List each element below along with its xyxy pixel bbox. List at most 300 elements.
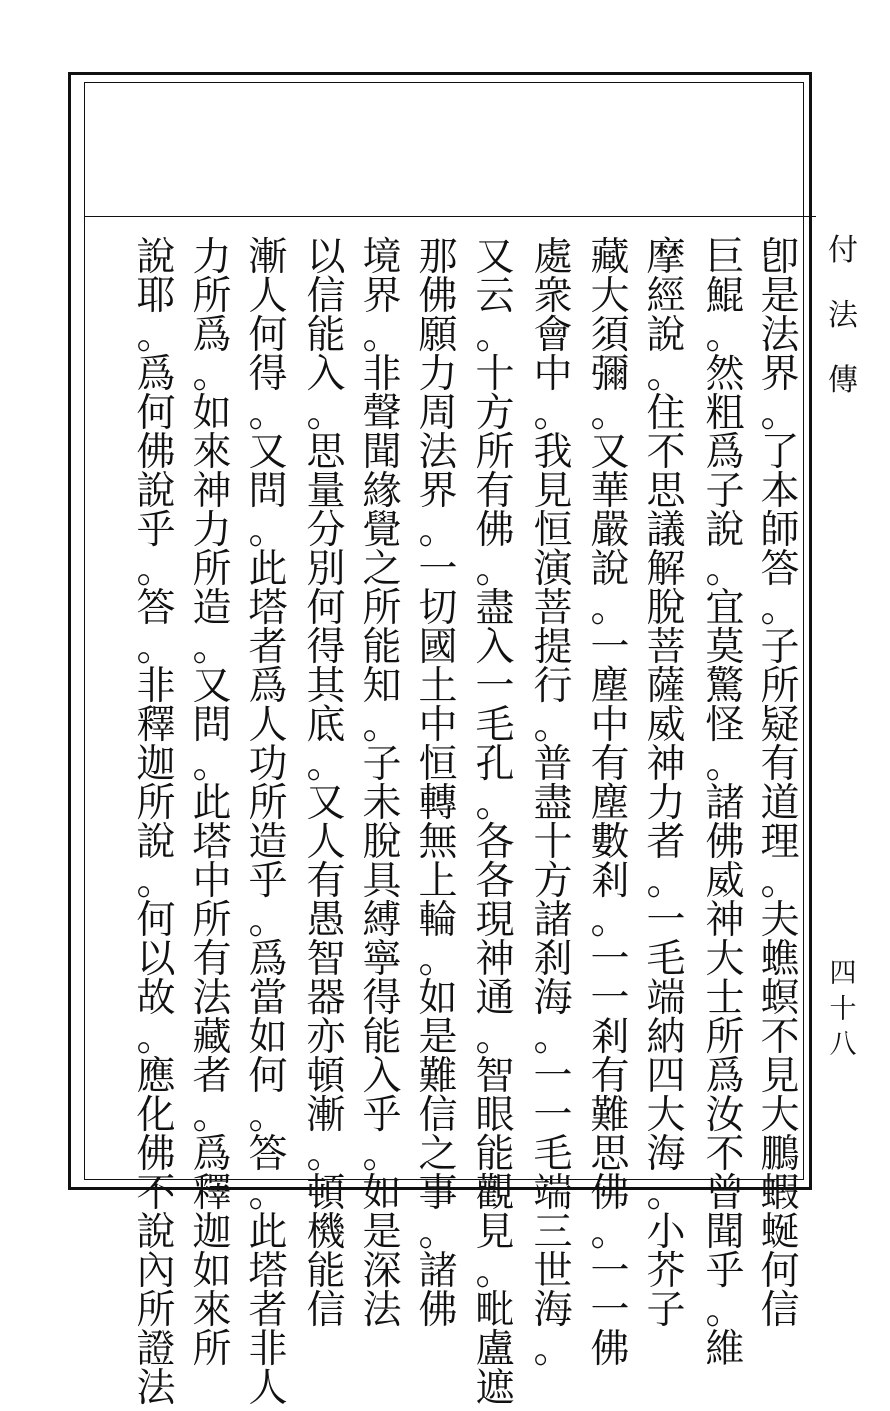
glyph: 漸 <box>248 235 288 280</box>
glyph: 一 <box>590 1288 630 1333</box>
glyph: 。 <box>418 937 458 982</box>
glyph: 所 <box>760 664 800 709</box>
glyph: 塔 <box>248 1249 288 1294</box>
glyph: 器 <box>306 976 346 1021</box>
glyph: 爲 <box>248 664 288 709</box>
glyph: 說 <box>136 1210 176 1255</box>
glyph: 知 <box>362 664 402 709</box>
glyph: 海 <box>533 976 573 1021</box>
glyph: 華 <box>590 469 630 514</box>
glyph: 佛 <box>418 274 458 319</box>
glyph: 別 <box>306 547 346 592</box>
glyph: 一 <box>590 976 630 1021</box>
glyph: 毛 <box>475 703 515 748</box>
glyph: 者 <box>248 1288 288 1333</box>
glyph: 盧 <box>475 1327 515 1372</box>
glyph: 爲 <box>248 937 288 982</box>
glyph: 各 <box>475 859 515 904</box>
glyph: 。 <box>475 1249 515 1294</box>
glyph: 者 <box>646 820 686 865</box>
glyph: 。 <box>192 742 232 787</box>
glyph: 爲 <box>705 430 745 475</box>
glyph: 大 <box>646 1093 686 1138</box>
glyph: 諸 <box>418 1249 458 1294</box>
glyph: 。 <box>475 547 515 592</box>
glyph: 中 <box>418 703 458 748</box>
glyph: 力 <box>192 508 232 553</box>
glyph: 。 <box>306 391 346 436</box>
glyph: 子 <box>362 742 402 787</box>
glyph: 轉 <box>418 781 458 826</box>
glyph: 又 <box>248 430 288 475</box>
glyph: 海 <box>533 1288 573 1333</box>
glyph: 力 <box>646 781 686 826</box>
glyph: 如 <box>362 1171 402 1216</box>
glyph: 緣 <box>362 469 402 514</box>
glyph: 具 <box>362 859 402 904</box>
glyph: 佛 <box>590 1327 630 1372</box>
glyph: 。 <box>136 313 176 358</box>
glyph: 入 <box>475 625 515 670</box>
glyph: 處 <box>533 235 573 280</box>
glyph: 願 <box>418 313 458 358</box>
glyph: 如 <box>192 391 232 436</box>
glyph: 佛 <box>136 430 176 475</box>
glyph: 界 <box>362 274 402 319</box>
glyph: 。 <box>533 1015 573 1060</box>
running-title <box>818 233 868 398</box>
glyph: 眼 <box>475 1093 515 1138</box>
glyph: 界 <box>760 352 800 397</box>
glyph: 如 <box>418 976 458 1021</box>
glyph: 菩 <box>533 586 573 631</box>
glyph: 迦 <box>136 742 176 787</box>
glyph: 端 <box>533 1171 573 1216</box>
glyph: 故 <box>136 976 176 1021</box>
glyph: 人 <box>248 703 288 748</box>
glyph: 法 <box>418 430 458 475</box>
glyph: 然 <box>705 352 745 397</box>
glyph: 能 <box>362 1015 402 1060</box>
glyph: 智 <box>475 1054 515 1099</box>
glyph: 一 <box>533 1093 573 1138</box>
glyph: 通 <box>475 976 515 1021</box>
glyph: 能 <box>306 1249 346 1294</box>
glyph: 解 <box>646 547 686 592</box>
glyph: 不 <box>760 1015 800 1060</box>
glyph: 事 <box>418 1171 458 1216</box>
glyph: 盡 <box>533 781 573 826</box>
glyph: 大 <box>590 274 630 319</box>
glyph: 。 <box>248 508 288 553</box>
glyph: 功 <box>248 742 288 787</box>
glyph: 。 <box>192 352 232 397</box>
glyph: 說 <box>136 235 176 280</box>
glyph: 何 <box>306 586 346 631</box>
glyph: 行 <box>533 664 573 709</box>
glyph: 中 <box>590 703 630 748</box>
glyph: 法 <box>828 298 858 333</box>
glyph: 造 <box>248 820 288 865</box>
glyph: 法 <box>192 976 232 1021</box>
glyph: 那 <box>418 235 458 280</box>
glyph: 思 <box>590 1132 630 1177</box>
glyph: 何 <box>136 391 176 436</box>
glyph: 爲 <box>192 1132 232 1177</box>
glyph: 。 <box>475 1015 515 1060</box>
glyph: 得 <box>248 352 288 397</box>
glyph: 是 <box>418 1015 458 1060</box>
glyph: 毛 <box>533 1132 573 1177</box>
glyph: 答 <box>760 547 800 592</box>
glyph: 子 <box>705 469 745 514</box>
glyph: 方 <box>533 859 573 904</box>
glyph: 子 <box>760 625 800 670</box>
glyph: 不 <box>646 430 686 475</box>
glyph: 塔 <box>248 586 288 631</box>
glyph: 非 <box>362 352 402 397</box>
glyph: 證 <box>136 1327 176 1372</box>
glyph: 神 <box>192 469 232 514</box>
glyph: 所 <box>136 1288 176 1333</box>
glyph: 信 <box>418 1093 458 1138</box>
glyph: 所 <box>362 586 402 631</box>
glyph: 以 <box>306 235 346 280</box>
glyph: 十 <box>475 352 515 397</box>
glyph: 。 <box>533 1327 573 1372</box>
glyph: 者 <box>192 1054 232 1099</box>
glyph: 有 <box>590 1054 630 1099</box>
glyph: 。 <box>646 352 686 397</box>
glyph: 菩 <box>646 625 686 670</box>
glyph: 小 <box>646 1210 686 1255</box>
glyph: 釋 <box>136 703 176 748</box>
glyph: 。 <box>705 313 745 358</box>
glyph: 此 <box>248 547 288 592</box>
glyph: 一 <box>590 937 630 982</box>
glyph: 方 <box>475 391 515 436</box>
glyph: 子 <box>646 1288 686 1333</box>
text-column-9 <box>303 235 349 1333</box>
glyph: 釋 <box>192 1171 232 1216</box>
glyph: 佛 <box>418 1288 458 1333</box>
glyph: 。 <box>248 391 288 436</box>
glyph: 衆 <box>533 274 573 319</box>
glyph: 宜 <box>705 586 745 631</box>
glyph: 師 <box>760 508 800 553</box>
glyph: 威 <box>705 859 745 904</box>
glyph: 說 <box>646 313 686 358</box>
glyph: 應 <box>136 1054 176 1099</box>
glyph: 。 <box>646 859 686 904</box>
glyph: 藏 <box>590 235 630 280</box>
glyph: 八 <box>829 1029 857 1060</box>
glyph: 佛 <box>475 508 515 553</box>
glyph: 內 <box>136 1249 176 1294</box>
glyph: 所 <box>248 781 288 826</box>
glyph: 問 <box>192 703 232 748</box>
glyph: 巨 <box>705 235 745 280</box>
glyph: 付 <box>828 233 858 268</box>
glyph: 蟭 <box>760 937 800 982</box>
glyph: 。 <box>760 391 800 436</box>
glyph: 界 <box>418 469 458 514</box>
glyph: 一 <box>646 898 686 943</box>
glyph: 普 <box>533 742 573 787</box>
glyph: 云 <box>475 274 515 319</box>
glyph: 。 <box>705 547 745 592</box>
glyph: 。 <box>646 1171 686 1216</box>
glyph: 頓 <box>306 1054 346 1099</box>
glyph: 此 <box>248 1210 288 1255</box>
glyph: 海 <box>646 1132 686 1177</box>
text-column-8 <box>359 235 405 1333</box>
glyph: 一 <box>475 664 515 709</box>
glyph: 了 <box>760 430 800 475</box>
glyph: 是 <box>362 1210 402 1255</box>
glyph: 佛 <box>590 1171 630 1216</box>
glyph: 剎 <box>590 1015 630 1060</box>
glyph: 非 <box>136 664 176 709</box>
glyph: 何 <box>248 1054 288 1099</box>
glyph: 諸 <box>533 898 573 943</box>
glyph: 道 <box>760 781 800 826</box>
glyph: 人 <box>248 274 288 319</box>
glyph: 土 <box>418 664 458 709</box>
glyph: 鯤 <box>705 274 745 319</box>
glyph: 法 <box>362 1288 402 1333</box>
text-column-7 <box>415 235 461 1333</box>
glyph: 。 <box>705 742 745 787</box>
glyph: 有 <box>475 469 515 514</box>
glyph: 覺 <box>362 508 402 553</box>
glyph: 聞 <box>362 430 402 475</box>
glyph: 說 <box>590 547 630 592</box>
glyph: 不 <box>136 1171 176 1216</box>
glyph: 佛 <box>136 1132 176 1177</box>
glyph: 乎 <box>136 508 176 553</box>
glyph: 所 <box>136 781 176 826</box>
glyph: 。 <box>192 1093 232 1138</box>
glyph: 愚 <box>306 898 346 943</box>
glyph: 怪 <box>705 703 745 748</box>
glyph: 盡 <box>475 586 515 631</box>
glyph: 汝 <box>705 1093 745 1138</box>
glyph: 國 <box>418 625 458 670</box>
glyph: 何 <box>760 1249 800 1294</box>
glyph: 以 <box>136 937 176 982</box>
glyph: 佛 <box>705 820 745 865</box>
glyph: 彌 <box>590 352 630 397</box>
glyph: 。 <box>475 313 515 358</box>
text-column-6 <box>472 235 518 1411</box>
glyph: 。 <box>248 1093 288 1138</box>
text-column-11 <box>189 235 235 1372</box>
glyph: 迦 <box>192 1210 232 1255</box>
glyph: 聲 <box>362 391 402 436</box>
glyph: 何 <box>136 898 176 943</box>
glyph: 深 <box>362 1249 402 1294</box>
glyph: 一 <box>533 1054 573 1099</box>
glyph: 夫 <box>760 898 800 943</box>
glyph: 分 <box>306 508 346 553</box>
glyph: 說 <box>136 469 176 514</box>
glyph: 。 <box>760 859 800 904</box>
text-column-3 <box>643 235 689 1333</box>
glyph: 提 <box>533 625 573 670</box>
glyph: 爲 <box>136 352 176 397</box>
text-column-12 <box>133 235 179 1411</box>
glyph: 之 <box>418 1132 458 1177</box>
glyph: 入 <box>306 352 346 397</box>
glyph: 。 <box>306 742 346 787</box>
glyph: 得 <box>306 625 346 670</box>
text-column-4 <box>587 235 633 1372</box>
glyph: 有 <box>590 742 630 787</box>
glyph: 者 <box>248 625 288 670</box>
glyph: 大 <box>705 937 745 982</box>
glyph: 會 <box>533 313 573 358</box>
glyph: 縛 <box>362 898 402 943</box>
glyph: 納 <box>646 1015 686 1060</box>
glyph: 維 <box>705 1327 745 1372</box>
glyph: 毗 <box>475 1288 515 1333</box>
glyph: 四 <box>646 1054 686 1099</box>
glyph: 法 <box>136 1366 176 1411</box>
glyph: 鵬 <box>760 1132 800 1177</box>
glyph: 能 <box>475 1132 515 1177</box>
glyph: 寧 <box>362 937 402 982</box>
header-divider <box>84 216 816 217</box>
glyph: 其 <box>306 664 346 709</box>
glyph: 神 <box>475 937 515 982</box>
glyph: 信 <box>760 1288 800 1333</box>
glyph: 。 <box>760 586 800 631</box>
glyph: 議 <box>646 508 686 553</box>
glyph: 見 <box>475 1210 515 1255</box>
glyph: 薩 <box>646 664 686 709</box>
glyph: 。 <box>362 1132 402 1177</box>
glyph: 所 <box>192 547 232 592</box>
glyph: 又 <box>590 430 630 475</box>
glyph: 聞 <box>705 1210 745 1255</box>
glyph: 量 <box>306 469 346 514</box>
glyph: 嚴 <box>590 508 630 553</box>
glyph: 人 <box>248 1366 288 1411</box>
glyph: 之 <box>362 547 402 592</box>
glyph: 法 <box>760 313 800 358</box>
glyph: 理 <box>760 820 800 865</box>
glyph: 諸 <box>705 781 745 826</box>
text-column-5 <box>530 235 576 1372</box>
glyph: 世 <box>533 1249 573 1294</box>
glyph: 有 <box>192 937 232 982</box>
glyph: 所 <box>192 1327 232 1372</box>
glyph: 演 <box>533 547 573 592</box>
glyph: 答 <box>136 586 176 631</box>
glyph: 有 <box>760 742 800 787</box>
glyph: 疑 <box>760 703 800 748</box>
glyph: 造 <box>192 586 232 631</box>
glyph: 十 <box>829 993 857 1025</box>
glyph: 乎 <box>248 859 288 904</box>
glyph: 智 <box>306 937 346 982</box>
glyph: 信 <box>306 1288 346 1333</box>
glyph: 住 <box>646 391 686 436</box>
glyph: 。 <box>418 1210 458 1255</box>
glyph: 藏 <box>192 1015 232 1060</box>
text-column-10 <box>245 235 291 1411</box>
glyph: 。 <box>590 391 630 436</box>
glyph: 乎 <box>705 1249 745 1294</box>
glyph: 說 <box>705 508 745 553</box>
glyph: 芥 <box>646 1249 686 1294</box>
glyph: 十 <box>533 820 573 865</box>
glyph: 。 <box>590 1210 630 1255</box>
glyph: 曾 <box>705 1171 745 1216</box>
glyph: 螟 <box>760 976 800 1021</box>
glyph: 得 <box>362 976 402 1021</box>
glyph: 神 <box>646 742 686 787</box>
glyph: 恒 <box>418 742 458 787</box>
glyph: 。 <box>248 1171 288 1216</box>
glyph: 刹 <box>533 937 573 982</box>
glyph: 來 <box>192 430 232 475</box>
glyph: 入 <box>362 1054 402 1099</box>
glyph: 我 <box>533 430 573 475</box>
glyph: 能 <box>362 625 402 670</box>
glyph: 。 <box>192 625 232 670</box>
glyph: 難 <box>418 1054 458 1099</box>
glyph: 端 <box>646 976 686 1021</box>
glyph: 各 <box>475 820 515 865</box>
glyph: 塔 <box>192 820 232 865</box>
glyph: 思 <box>306 430 346 475</box>
glyph: 莫 <box>705 625 745 670</box>
glyph: 機 <box>306 1210 346 1255</box>
glyph: 威 <box>646 703 686 748</box>
glyph: 問 <box>248 469 288 514</box>
glyph: 化 <box>136 1093 176 1138</box>
glyph: 無 <box>418 820 458 865</box>
glyph: 數 <box>590 820 630 865</box>
glyph: 。 <box>533 391 573 436</box>
glyph: 。 <box>136 1015 176 1060</box>
glyph: 。 <box>306 1132 346 1177</box>
glyph: 非 <box>248 1327 288 1372</box>
glyph: 又 <box>192 664 232 709</box>
glyph: 驚 <box>705 664 745 709</box>
glyph: 。 <box>590 898 630 943</box>
glyph: 頓 <box>306 1171 346 1216</box>
glyph: 神 <box>705 898 745 943</box>
glyph: 。 <box>475 781 515 826</box>
glyph: 須 <box>590 313 630 358</box>
glyph: 信 <box>306 274 346 319</box>
glyph: 如 <box>192 1249 232 1294</box>
glyph: 一 <box>590 625 630 670</box>
glyph: 爲 <box>192 313 232 358</box>
glyph: 卽 <box>760 235 800 280</box>
glyph: 又 <box>475 235 515 280</box>
glyph: 摩 <box>646 235 686 280</box>
glyph: 來 <box>192 1288 232 1333</box>
page-number <box>818 960 868 1058</box>
glyph: 所 <box>192 898 232 943</box>
glyph: 力 <box>192 235 232 280</box>
text-column-1 <box>757 235 803 1333</box>
glyph: 上 <box>418 859 458 904</box>
